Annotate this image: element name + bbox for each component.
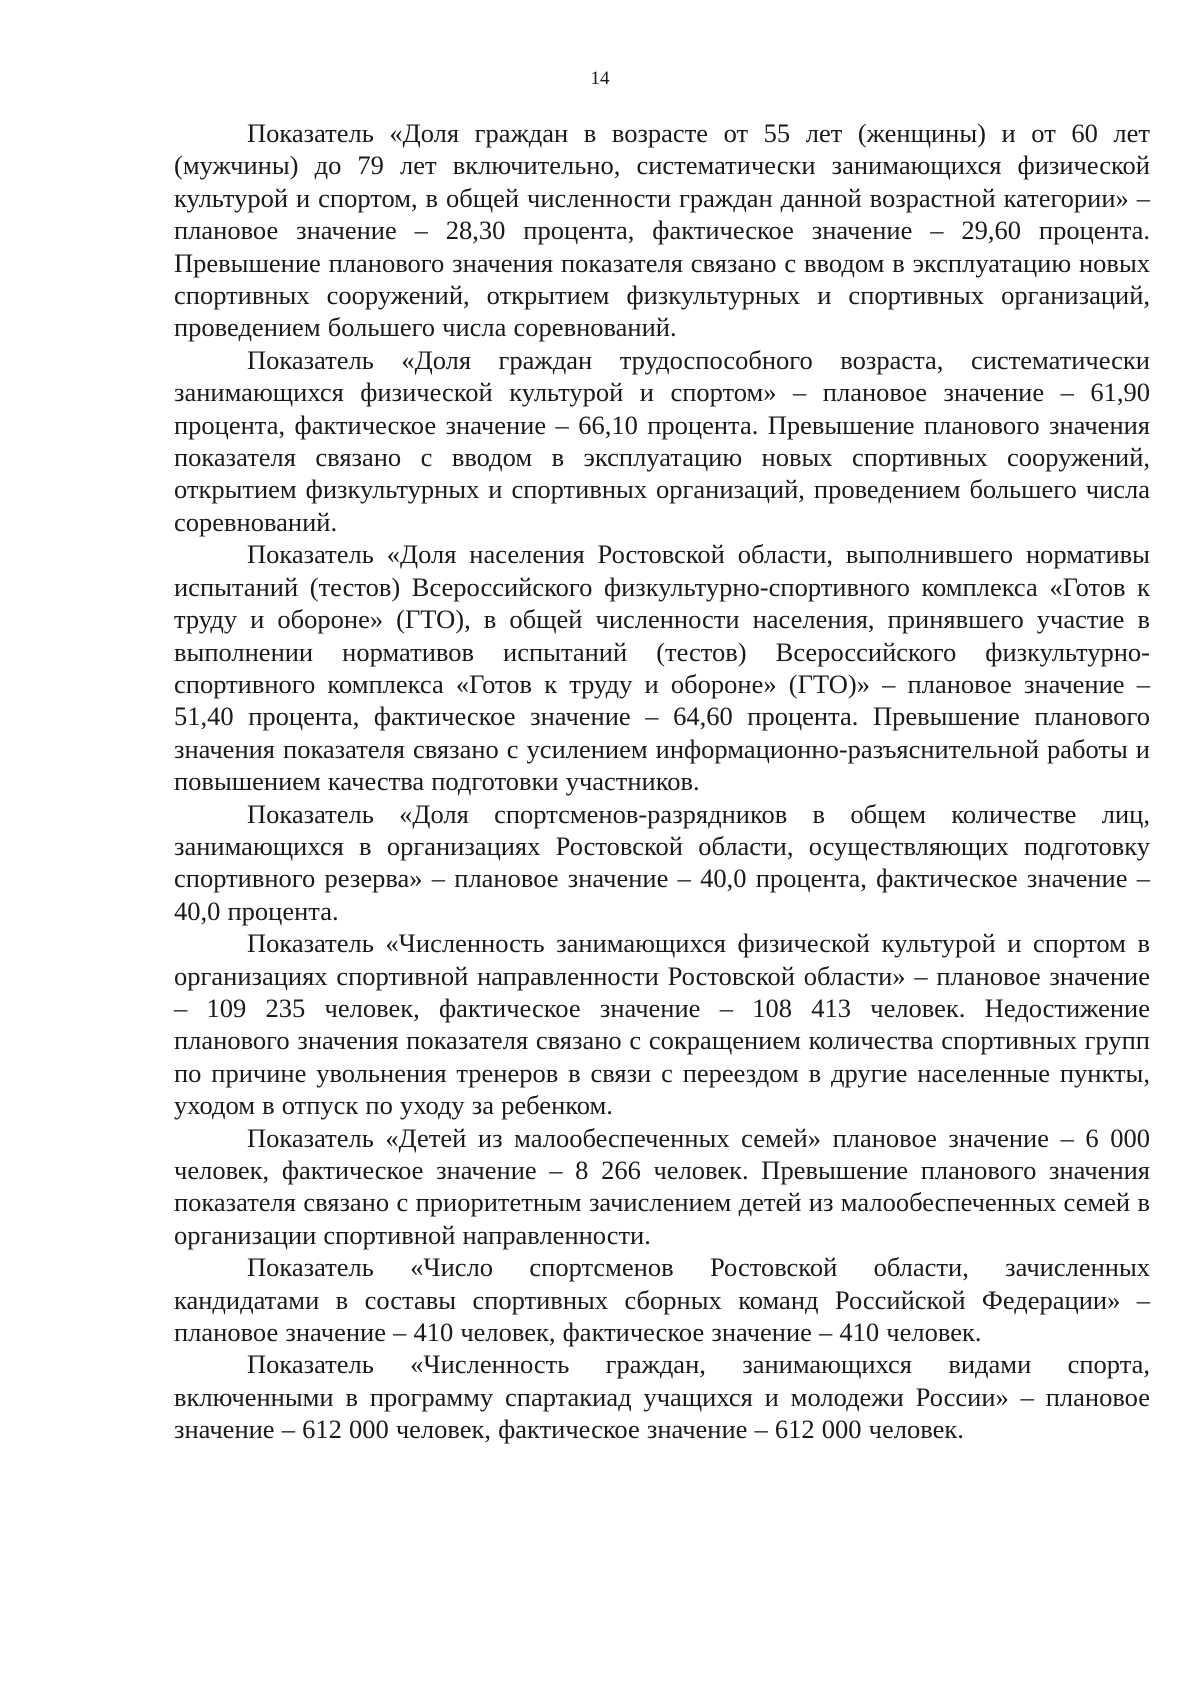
paragraph-indicator-low-income-children: Показатель «Детей из малообеспеченных семей» плановое значение – 6 000 человек, фактическое значение – 8 266 человек. Превышение планового значения показателя связано с приоритетным зачислением детей из малообеспеченных семей в организации спортивной направленности. xyxy=(174,1122,1150,1250)
paragraph-indicator-sports-organizations: Показатель «Численность занимающихся физической культурой и спортом в организациях спортивной направленности Ростовской области» – плановое значение – 109 235 человек, фактическое значение – 108 413 человек. Недостижение планового значения показателя связано с сокращением количества спортивных групп по причине увольнения тренеров в связи с переездом в другие населенные пункты, уходом в отпуск по уходу за ребенком. xyxy=(174,928,1150,1121)
document-body xyxy=(174,117,1150,1446)
paragraph-indicator-ranked-athletes: Показатель «Доля спортсменов-разрядников в общем количестве лиц, занимающихся в организациях Ростовской области, осуществляющих подготовку спортивного резерва» – плановое значение – 40,0 процента, фактическое значение – 40,0 процента. xyxy=(174,798,1150,926)
paragraph-indicator-spartakiad: Показатель «Численность граждан, занимающихся видами спорта, включенными в программу спартакиад учащихся и молодежи России» – плановое значение – 612 000 человек, фактическое значение – 612 000 человек. xyxy=(174,1349,1150,1445)
page-number: 14 xyxy=(590,68,610,89)
paragraph-indicator-working-age: Показатель «Доля граждан трудоспособного возраста, систематически занимающихся физической культурой и спортом» – плановое значение – 61,90 процента, фактическое значение – 66,10 процента. Превышение планового значения показателя связано с вводом в эксплуатацию новых спортивных сооружений, открытием физкультурных и спортивных организаций, проведением большего числа соревнований. xyxy=(174,344,1150,537)
paragraph-indicator-older-citizens: Показатель «Доля граждан в возрасте от 55 лет (женщины) и от 60 лет (мужчины) до 79 лет включительно, систематически занимающихся физической культурой и спортом, в общей численности граждан данной возрастной категории» – плановое значение – 28,30 процента, фактическое значение – 29,60 процента. Превышение планового значения показателя связано с вводом в эксплуатацию новых спортивных сооружений, открытием физкультурных и спортивных организаций, проведением большего числа соревнований. xyxy=(174,118,1150,343)
paragraph-indicator-gto: Показатель «Доля населения Ростовской области, выполнившего нормативы испытаний (тестов) Всероссийского физкультурно-спортивного комплекса «Готов к труду и обороне» (ГТО), в общей численности населения, принявшего участие в выполнении нормативов испытаний (тестов) Всероссийского физкультурно-спортивного комплекса «Готов к труду и обороне» (ГТО)» – плановое значение – 51,40 процента, фактическое значение – 64,60 процента. Превышение планового значения показателя связано с усилением информационно-разъяснительной работы и повышением качества подготовки участников. xyxy=(174,539,1150,797)
paragraph-indicator-national-team-candidates: Показатель «Число спортсменов Ростовской области, зачисленных кандидатами в составы спортивных сборных команд Российской Федерации» – плановое значение – 410 человек, фактическое значение – 410 человек. xyxy=(174,1252,1150,1348)
